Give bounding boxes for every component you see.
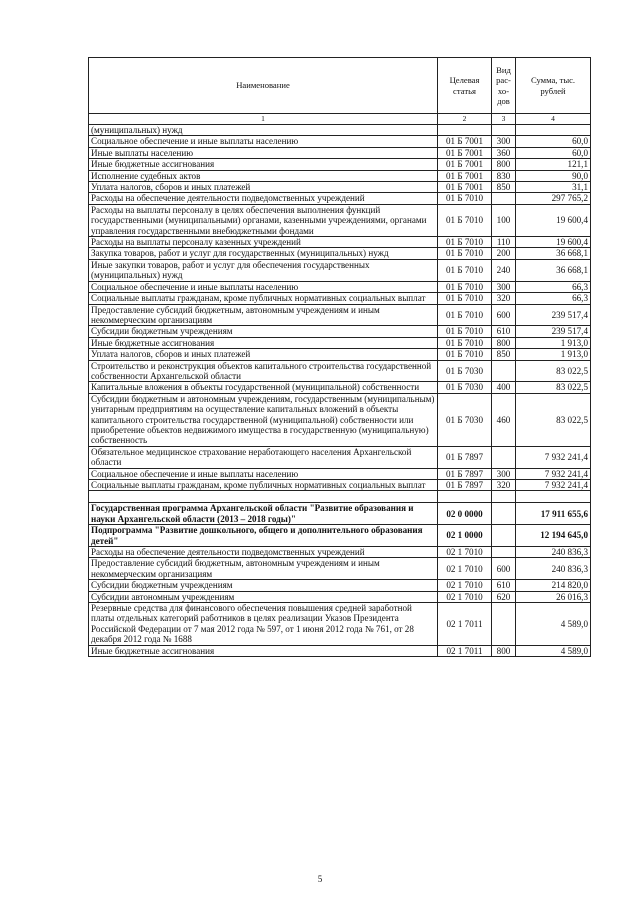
table-row bbox=[89, 591, 591, 602]
table-row bbox=[89, 446, 591, 468]
table-row bbox=[89, 170, 591, 181]
cell-article: 02 1 0000 bbox=[438, 525, 492, 547]
cell-name: (муниципальных) нужд bbox=[89, 125, 438, 136]
column-number: 1 bbox=[89, 114, 438, 125]
cell-sum: 240 836,3 bbox=[516, 558, 591, 580]
cell-sum: 12 194 645,0 bbox=[516, 525, 591, 547]
cell-name: Уплата налогов, сборов и иных платежей bbox=[89, 349, 438, 360]
cell-name: Расходы на выплаты персоналу казенных учреждений bbox=[89, 237, 438, 248]
cell-type: 830 bbox=[492, 170, 516, 181]
cell-article: 01 Б 7010 bbox=[438, 259, 492, 281]
table-row bbox=[89, 382, 591, 393]
cell-name: Иные бюджетные ассигнования bbox=[89, 645, 438, 656]
cell-sum: 240 836,3 bbox=[516, 547, 591, 558]
cell-article: 01 Б 7001 bbox=[438, 170, 492, 181]
table-row bbox=[89, 193, 591, 204]
cell-sum: 4 589,0 bbox=[516, 645, 591, 656]
cell-name: Социальное обеспечение и иные выплаты населению bbox=[89, 136, 438, 147]
cell-name: Субсидии автономным учреждениям bbox=[89, 591, 438, 602]
cell-article bbox=[438, 491, 492, 503]
cell-article: 01 Б 7010 bbox=[438, 326, 492, 337]
cell-article: 01 Б 7030 bbox=[438, 393, 492, 446]
cell-sum: 4 589,0 bbox=[516, 603, 591, 646]
table-row bbox=[89, 159, 591, 170]
cell-article: 01 Б 7010 bbox=[438, 349, 492, 360]
table-row bbox=[89, 525, 591, 547]
budget-table bbox=[88, 57, 591, 657]
cell-article: 02 1 7011 bbox=[438, 645, 492, 656]
table-row bbox=[89, 480, 591, 491]
cell-article: 01 Б 7001 bbox=[438, 182, 492, 193]
cell-sum: 121,1 bbox=[516, 159, 591, 170]
cell-sum: 83 022,5 bbox=[516, 360, 591, 382]
table-row bbox=[89, 645, 591, 656]
cell-name: Подпрограмма "Развитие дошкольного, общего и дополнительного образования детей" bbox=[89, 525, 438, 547]
table-row bbox=[89, 248, 591, 259]
cell-type: 100 bbox=[492, 204, 516, 236]
cell-type: 600 bbox=[492, 558, 516, 580]
table-row bbox=[89, 393, 591, 446]
cell-name: Расходы на обеспечение деятельности подведомственных учреждений bbox=[89, 547, 438, 558]
table-row bbox=[89, 580, 591, 591]
cell-article: 01 Б 7001 bbox=[438, 136, 492, 147]
cell-sum: 297 765,2 bbox=[516, 193, 591, 204]
cell-article: 02 1 7010 bbox=[438, 580, 492, 591]
cell-type: 610 bbox=[492, 326, 516, 337]
cell-type: 320 bbox=[492, 293, 516, 304]
cell-type: 400 bbox=[492, 382, 516, 393]
cell-type: 300 bbox=[492, 468, 516, 479]
table-row bbox=[89, 468, 591, 479]
cell-article bbox=[438, 125, 492, 136]
cell-name: Субсидии бюджетным и автономным учреждениям, государственным (муниципальным) унитарным предприятиям на осуществление капитальных вложений в объекты капитального строительства государственной (муниципальной) собственности или приобретение объектов недвижимого имущества в государственную (муниципальную) собственность bbox=[89, 393, 438, 446]
column-number: 2 bbox=[438, 114, 492, 125]
table-row bbox=[89, 360, 591, 382]
table-row bbox=[89, 237, 591, 248]
cell-name: Иные бюджетные ассигнования bbox=[89, 159, 438, 170]
table-row bbox=[89, 503, 591, 525]
cell-sum: 66,3 bbox=[516, 281, 591, 292]
cell-sum: 17 911 655,6 bbox=[516, 503, 591, 525]
cell-type: 610 bbox=[492, 580, 516, 591]
cell-article: 01 Б 7001 bbox=[438, 147, 492, 158]
cell-type: 360 bbox=[492, 147, 516, 158]
cell-type: 320 bbox=[492, 480, 516, 491]
page-number: 5 bbox=[317, 874, 323, 884]
cell-name: Субсидии бюджетным учреждениям bbox=[89, 326, 438, 337]
cell-sum: 90,0 bbox=[516, 170, 591, 181]
cell-sum: 36 668,1 bbox=[516, 259, 591, 281]
cell-sum: 83 022,5 bbox=[516, 393, 591, 446]
cell-name: Иные выплаты населению bbox=[89, 147, 438, 158]
cell-type bbox=[492, 603, 516, 646]
cell-sum: 19 600,4 bbox=[516, 237, 591, 248]
table-row bbox=[89, 326, 591, 337]
table-row bbox=[89, 125, 591, 136]
cell-type: 620 bbox=[492, 591, 516, 602]
cell-name: Социальное обеспечение и иные выплаты населению bbox=[89, 468, 438, 479]
cell-article: 01 Б 7010 bbox=[438, 204, 492, 236]
cell-article: 01 Б 7030 bbox=[438, 382, 492, 393]
cell-sum: 214 820,0 bbox=[516, 580, 591, 591]
cell-type: 800 bbox=[492, 159, 516, 170]
cell-sum: 60,0 bbox=[516, 147, 591, 158]
table-body bbox=[89, 125, 591, 657]
cell-name: Иные закупки товаров, работ и услуг для обеспечения государственных (муниципальных) нужд bbox=[89, 259, 438, 281]
cell-name: Закупка товаров, работ и услуг для государственных (муниципальных) нужд bbox=[89, 248, 438, 259]
cell-type bbox=[492, 125, 516, 136]
column-number: 4 bbox=[516, 114, 591, 125]
cell-sum: 7 932 241,4 bbox=[516, 480, 591, 491]
cell-sum: 66,3 bbox=[516, 293, 591, 304]
cell-article: 02 1 7010 bbox=[438, 547, 492, 558]
cell-sum bbox=[516, 125, 591, 136]
cell-sum: 83 022,5 bbox=[516, 382, 591, 393]
cell-sum: 239 517,4 bbox=[516, 326, 591, 337]
cell-article: 01 Б 7010 bbox=[438, 304, 492, 326]
cell-article: 01 Б 7010 bbox=[438, 281, 492, 292]
table-row bbox=[89, 259, 591, 281]
table-row bbox=[89, 136, 591, 147]
cell-article: 02 1 7010 bbox=[438, 591, 492, 602]
table-row bbox=[89, 349, 591, 360]
cell-sum: 26 016,3 bbox=[516, 591, 591, 602]
cell-sum: 7 932 241,4 bbox=[516, 446, 591, 468]
cell-name: Капитальные вложения в объекты государственной (муниципальной) собственности bbox=[89, 382, 438, 393]
cell-article: 01 Б 7010 bbox=[438, 293, 492, 304]
cell-article: 01 Б 7030 bbox=[438, 360, 492, 382]
cell-name: Расходы на выплаты персоналу в целях обеспечения выполнения функций государственными (муниципальными) органами, казенными учреждениями, органами управления государственными внебюджетными фондами bbox=[89, 204, 438, 236]
cell-article: 01 Б 7897 bbox=[438, 480, 492, 491]
cell-type bbox=[492, 547, 516, 558]
cell-sum: 36 668,1 bbox=[516, 248, 591, 259]
cell-article: 01 Б 7897 bbox=[438, 468, 492, 479]
table-row bbox=[89, 547, 591, 558]
cell-type bbox=[492, 446, 516, 468]
cell-type bbox=[492, 360, 516, 382]
cell-type: 240 bbox=[492, 259, 516, 281]
cell-name: Уплата налогов, сборов и иных платежей bbox=[89, 182, 438, 193]
cell-type: 300 bbox=[492, 136, 516, 147]
cell-article: 01 Б 7010 bbox=[438, 193, 492, 204]
table-row bbox=[89, 558, 591, 580]
header-type: Вид рас- хо- дов bbox=[492, 58, 516, 114]
cell-name: Социальное обеспечение и иные выплаты населению bbox=[89, 281, 438, 292]
column-number-row bbox=[89, 114, 591, 125]
cell-sum: 7 932 241,4 bbox=[516, 468, 591, 479]
cell-article: 01 Б 7010 bbox=[438, 237, 492, 248]
cell-article: 02 0 0000 bbox=[438, 503, 492, 525]
column-number: 3 bbox=[492, 114, 516, 125]
cell-type: 600 bbox=[492, 304, 516, 326]
cell-sum: 239 517,4 bbox=[516, 304, 591, 326]
cell-name: Расходы на обеспечение деятельности подведомственных учреждений bbox=[89, 193, 438, 204]
header-row bbox=[89, 58, 591, 114]
header-name: Наименование bbox=[89, 58, 438, 114]
cell-sum: 31,1 bbox=[516, 182, 591, 193]
cell-article: 01 Б 7001 bbox=[438, 159, 492, 170]
cell-name: Обязательное медицинское страхование неработающего населения Архангельской области bbox=[89, 446, 438, 468]
cell-name: Исполнение судебных актов bbox=[89, 170, 438, 181]
cell-sum: 1 913,0 bbox=[516, 337, 591, 348]
table-row bbox=[89, 293, 591, 304]
cell-name: Предоставление субсидий бюджетным, автономным учреждениям и иным некоммерческим организациям bbox=[89, 558, 438, 580]
cell-sum: 1 913,0 bbox=[516, 349, 591, 360]
cell-name: Иные бюджетные ассигнования bbox=[89, 337, 438, 348]
cell-type bbox=[492, 503, 516, 525]
header-article: Целевая статья bbox=[438, 58, 492, 114]
cell-type: 800 bbox=[492, 645, 516, 656]
cell-type: 300 bbox=[492, 281, 516, 292]
cell-type: 800 bbox=[492, 337, 516, 348]
cell-type bbox=[492, 193, 516, 204]
header-sum: Сумма, тыс. рублей bbox=[516, 58, 591, 114]
table-row bbox=[89, 182, 591, 193]
cell-type: 110 bbox=[492, 237, 516, 248]
cell-type: 200 bbox=[492, 248, 516, 259]
cell-type: 850 bbox=[492, 349, 516, 360]
table-row bbox=[89, 491, 591, 503]
cell-sum: 60,0 bbox=[516, 136, 591, 147]
cell-article: 01 Б 7010 bbox=[438, 337, 492, 348]
cell-name: Предоставление субсидий бюджетным, автономным учреждениям и иным некоммерческим организациям bbox=[89, 304, 438, 326]
cell-name: Социальные выплаты гражданам, кроме публичных нормативных социальных выплат bbox=[89, 293, 438, 304]
cell-article: 01 Б 7010 bbox=[438, 248, 492, 259]
cell-type bbox=[492, 491, 516, 503]
cell-name: Резервные средства для финансового обеспечения повышения средней заработной платы отдельных категорий работников в целях реализации Указов Президента Российской Федерации от 7 мая 2012 года № 597, от 1 июня 2012 года № 761, от 28 декабря 2012 года № 1688 bbox=[89, 603, 438, 646]
cell-name: Социальные выплаты гражданам, кроме публичных нормативных социальных выплат bbox=[89, 480, 438, 491]
cell-type: 850 bbox=[492, 182, 516, 193]
cell-name: Строительство и реконструкция объектов капитального строительства государственной собственности Архангельской области bbox=[89, 360, 438, 382]
cell-sum: 19 600,4 bbox=[516, 204, 591, 236]
table-row bbox=[89, 304, 591, 326]
cell-article: 01 Б 7897 bbox=[438, 446, 492, 468]
cell-name bbox=[89, 491, 438, 503]
cell-article: 02 1 7011 bbox=[438, 603, 492, 646]
table-row bbox=[89, 337, 591, 348]
table-row bbox=[89, 147, 591, 158]
cell-name: Государственная программа Архангельской области "Развитие образования и науки Архангельской области (2013 – 2018 годы)" bbox=[89, 503, 438, 525]
table-row bbox=[89, 281, 591, 292]
cell-type bbox=[492, 525, 516, 547]
cell-sum bbox=[516, 491, 591, 503]
cell-name: Субсидии бюджетным учреждениям bbox=[89, 580, 438, 591]
table-row bbox=[89, 603, 591, 646]
cell-article: 02 1 7010 bbox=[438, 558, 492, 580]
table-row bbox=[89, 204, 591, 236]
cell-type: 460 bbox=[492, 393, 516, 446]
